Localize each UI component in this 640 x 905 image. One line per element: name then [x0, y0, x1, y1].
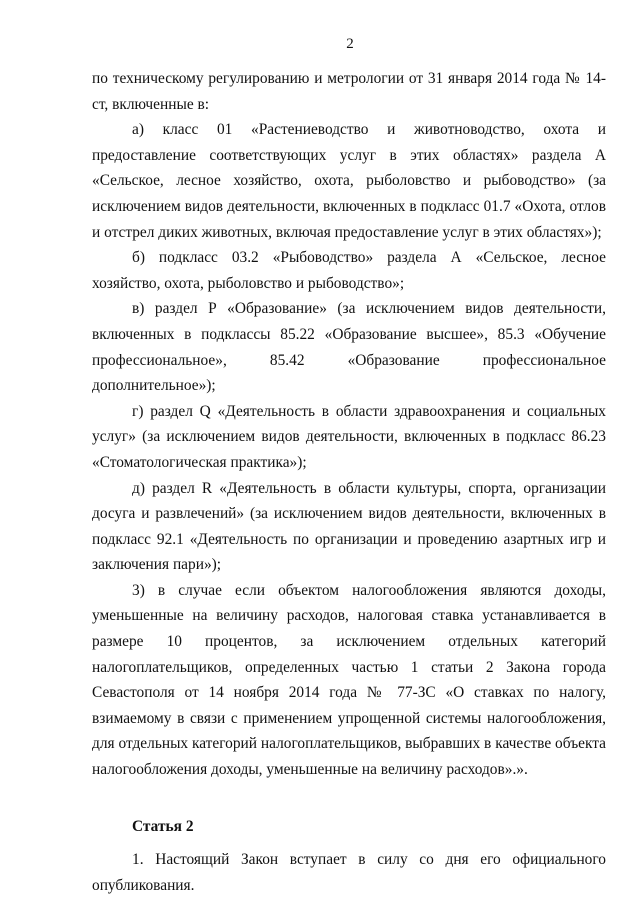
list-item-g: г) раздел Q «Деятельность в области здравоохранения и социальных услуг» (за исключением видов деятельности, включенных в подкласс 86.23 «Стоматологическая практика»); [92, 402, 606, 471]
list-item-d: д) раздел R «Деятельность в области культуры, спорта, организации досуга и развлечений» (за исключением видов деятельности, включенных в подкласс 92.1 «Деятельность по организации и проведению азартных игр и заключения пари»); [92, 479, 606, 574]
article-2-paragraph-1: 1. Настоящий Закон вступает в силу со дня его официального опубликования. [92, 851, 606, 894]
page-number: 2 [346, 36, 354, 52]
paragraph-3: 3) в случае если объектом налогообложения являются доходы, уменьшенные на величину расходов, налоговая ставка устанавливается в размере 10 процентов, за исключением отдельных категорий налогоплательщиков, определенных частью 1 статьи 2 Закона города Севастополя от 14 ноября 2014 года № 77-ЗС «О ставках по налогу, взимаемому в связи с применением упрощенной системы налогообложения, для отдельных категорий налогоплательщиков, выбравших в качестве объекта налогообложения доходы, уменьшенные на величину расходов».». [92, 581, 606, 779]
document-body [92, 66, 606, 898]
continuation-paragraph: по техническому регулированию и метрологии от 31 января 2014 года № 14-ст, включенные в: [92, 70, 606, 113]
list-item-v: в) раздел Р «Образование» (за исключением видов деятельности, включенных в подклассы 85.22 «Образование высшее», 85.3 «Обучение профессиональное», 85.42 «Образование профессиональное дополнительное»); [92, 300, 606, 395]
article-2-heading: Статья 2 [132, 817, 194, 835]
list-item-b: б) подкласс 03.2 «Рыбоводство» раздела А «Сельское, лесное хозяйство, охота, рыболовство и рыбоводство»; [92, 249, 606, 292]
list-item-a: а) класс 01 «Растениеводство и животноводство, охота и предоставление соответствующих услуг в этих областях» раздела А «Сельское, лесное хозяйство, охота, рыболовство и рыбоводство» (за исключением видов деятельности, включенных в подкласс 01.7 «Охота, отлов и отстрел диких животных, включая предоставление услуг в этих областях»); [92, 121, 606, 241]
